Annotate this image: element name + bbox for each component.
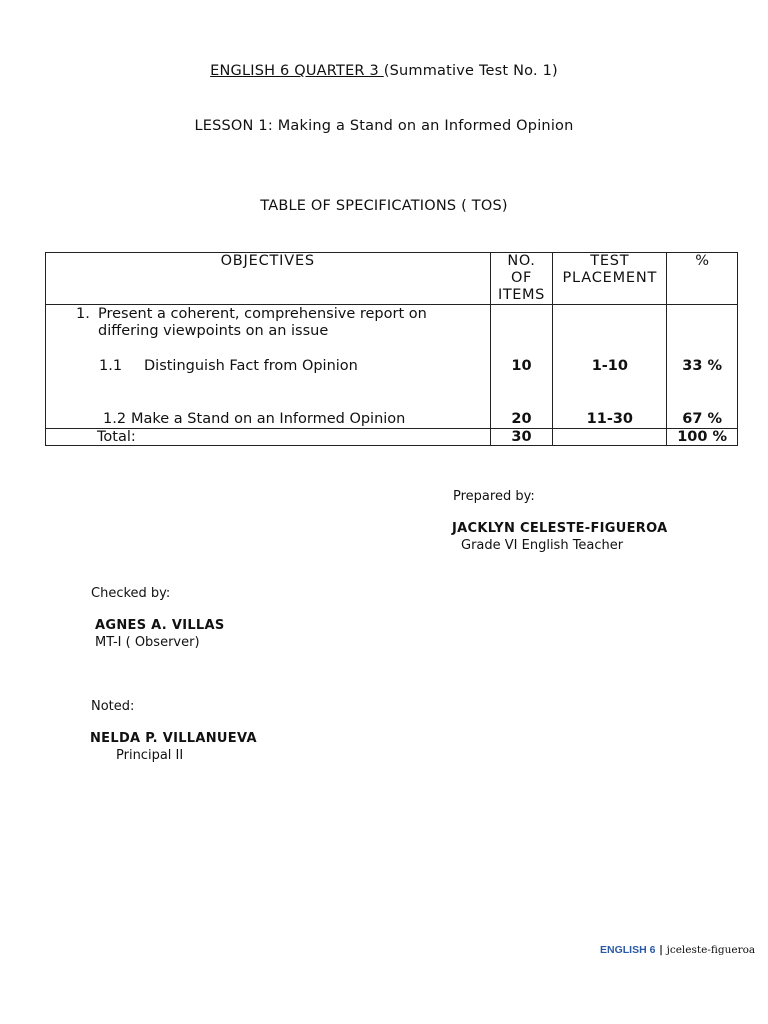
noted-title: Principal II [116, 748, 184, 763]
table-total-row [46, 429, 738, 446]
checked-name: AGNES A. VILLAS [95, 618, 225, 633]
header-percent: % [667, 253, 738, 305]
header-no-line3: ITEMS [497, 287, 545, 303]
objective-1-2-label: Make a Stand on an Informed Opinion [131, 411, 406, 427]
placement-cell [553, 305, 667, 429]
objective-1-1-num: 1.1 [99, 358, 123, 374]
objective-main-line2: differing viewpoints on an issue [98, 323, 329, 339]
header-no-line1: NO. [507, 253, 536, 269]
noted-label: Noted: [91, 699, 135, 714]
footer-author: jceleste-figueroa [666, 944, 756, 956]
tos-table [45, 252, 738, 446]
total-items: 30 [490, 429, 553, 446]
percent-1-2: 67 % [682, 411, 723, 427]
checked-title: MT-I ( Observer) [95, 635, 200, 650]
objective-1-1-label: Distinguish Fact from Opinion [144, 358, 358, 374]
title-underlined: ENGLISH 6 QUARTER 3 [210, 63, 384, 79]
prepared-by-label: Prepared by: [453, 489, 535, 504]
title-rest: (Summative Test No. 1) [383, 63, 558, 79]
footer-subject: ENGLISH 6 [600, 944, 656, 956]
prepared-name: JACKLYN CELESTE-FIGUEROA [452, 521, 668, 536]
placement-1-2: 11-30 [586, 411, 634, 427]
percent-1-1: 33 % [682, 358, 723, 374]
page-footer [600, 944, 755, 956]
objective-main-num: 1. [76, 306, 90, 322]
placement-1-1: 1-10 [591, 358, 628, 374]
table-header-row [46, 253, 738, 305]
header-no-line2: OF [510, 270, 532, 286]
noted-name: NELDA P. VILLANUEVA [90, 731, 257, 746]
total-label: Total: [46, 429, 491, 446]
total-percent: 100 % [667, 429, 738, 446]
document-title [0, 63, 768, 79]
objective-main-line1: Present a coherent, comprehensive report on [98, 306, 427, 322]
table-row [46, 305, 738, 429]
prepared-title: Grade VI English Teacher [461, 538, 624, 553]
items-1-1: 10 [511, 358, 532, 374]
footer-separator: | [655, 944, 667, 956]
header-test-placement [553, 253, 667, 305]
header-objectives: OBJECTIVES [46, 253, 491, 305]
percent-cell [667, 305, 738, 429]
header-tp-line1: TEST [590, 253, 630, 269]
objective-1-2-num: 1.2 [103, 411, 127, 427]
items-cell [490, 305, 553, 429]
header-tp-line2: PLACEMENT [562, 270, 658, 286]
header-no-items [490, 253, 553, 305]
objectives-cell [46, 305, 491, 429]
checked-by-label: Checked by: [91, 586, 171, 601]
total-placement [553, 429, 667, 446]
items-1-2: 20 [511, 411, 532, 427]
lesson-title: LESSON 1: Making a Stand on an Informed Opinion [194, 118, 574, 134]
tos-title: TABLE OF SPECIFICATIONS ( TOS) [260, 198, 508, 214]
